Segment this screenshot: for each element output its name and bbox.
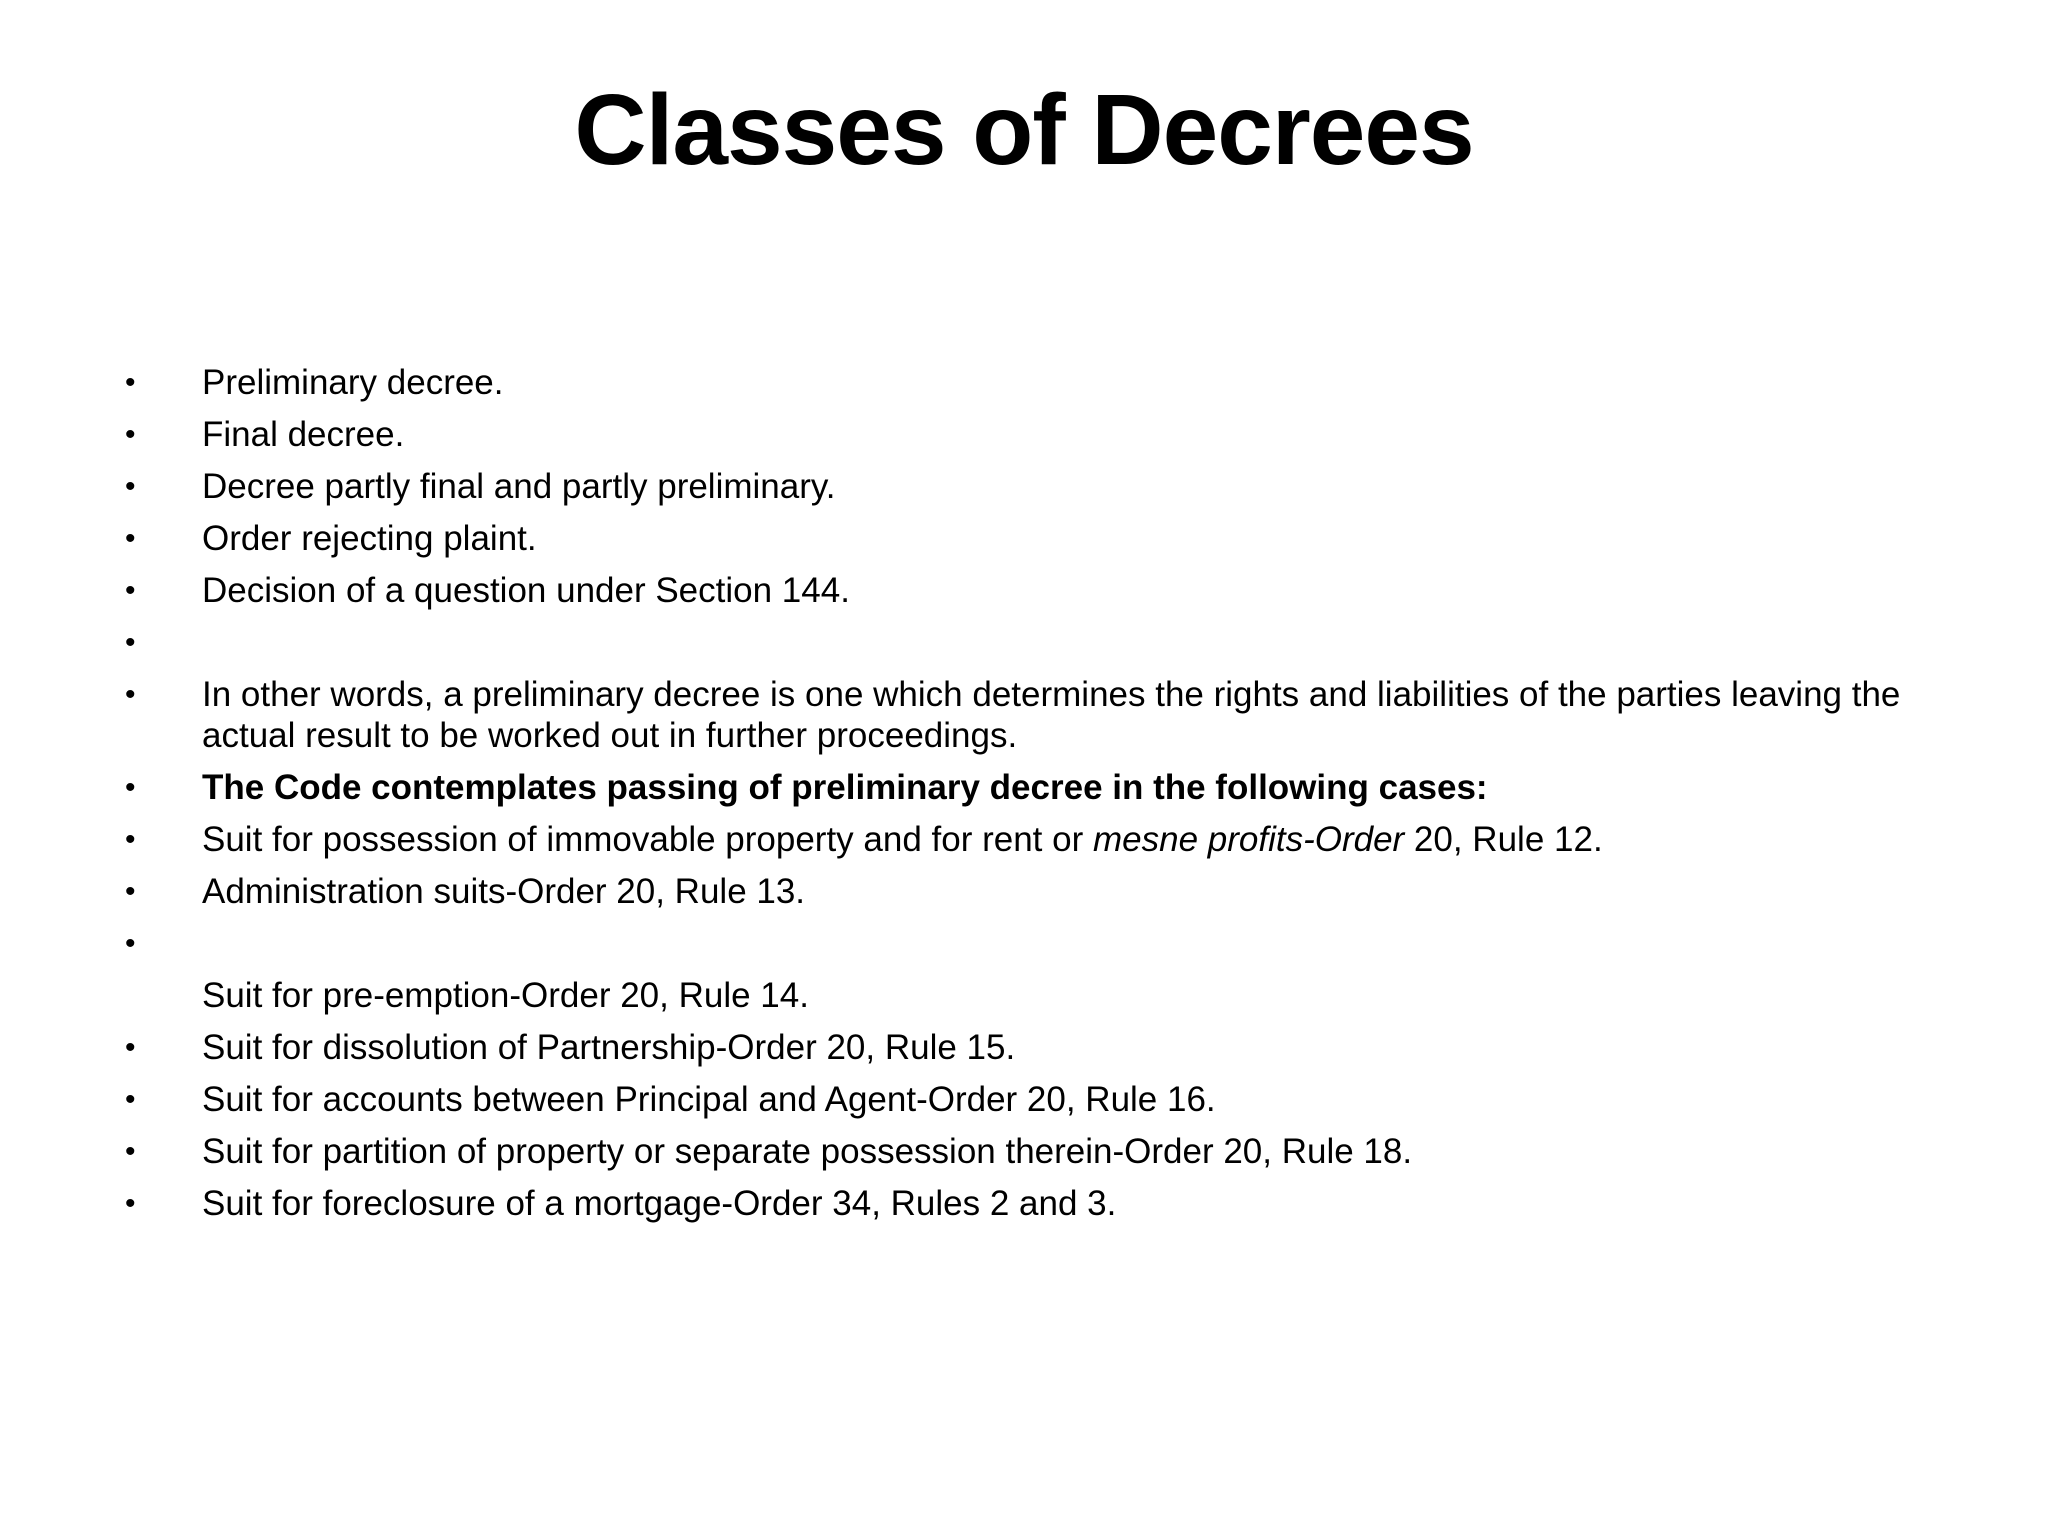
list-item-text: The Code contemplates passing of preliminary decree in the following cases: [202, 768, 1488, 807]
list-item [125, 414, 1985, 455]
bullet-icon: • [125, 522, 136, 555]
bullet-icon: • [125, 366, 136, 399]
bullet-icon: • [125, 1135, 136, 1168]
list-item-text: Order rejecting plaint. [202, 519, 537, 558]
list-item-text: Suit for pre-emption-Order 20, Rule 14. [202, 976, 809, 1015]
bullet-icon: • [125, 574, 136, 607]
bullet-icon: • [125, 823, 136, 856]
list-item [125, 871, 1985, 912]
slide-title: Classes of Decrees [574, 74, 1474, 186]
list-item-text: Decision of a question under Section 144. [202, 571, 850, 610]
bullet-icon: • [125, 470, 136, 503]
list-item [125, 466, 1985, 507]
text-run: Suit for possession of immovable property and for rent or [202, 820, 1093, 859]
list-item [125, 1183, 1985, 1224]
list-item-text: Final decree. [202, 415, 405, 454]
list-item [125, 362, 1985, 403]
text-run: 20, Rule 12. [1404, 820, 1603, 859]
bullet-icon: • [125, 927, 136, 960]
list-item-text: In other words, a preliminary decree is one which determines the rights and liabilities of the parties leaving the actual result to be worked out in further proceedings. [202, 675, 1901, 755]
list-item-text: Suit for accounts between Principal and Agent-Order 20, Rule 16. [202, 1080, 1216, 1119]
bullet-icon: • [125, 1031, 136, 1064]
list-item-text [202, 819, 1985, 860]
bullet-icon: • [125, 626, 136, 659]
bullet-icon: • [125, 875, 136, 908]
list-item-text: Suit for dissolution of Partnership-Order 20, Rule 15. [202, 1028, 1016, 1067]
list-item [125, 767, 1985, 808]
bullet-icon: • [125, 1083, 136, 1116]
list-item [125, 674, 1985, 756]
list-item-text: Suit for partition of property or separate possession therein-Order 20, Rule 18. [202, 1132, 1413, 1171]
list-item [125, 819, 1985, 860]
list-item-text: Decree partly final and partly preliminary. [202, 467, 836, 506]
list-item-text: Administration suits-Order 20, Rule 13. [202, 872, 806, 911]
list-item-text: Preliminary decree. [202, 363, 504, 402]
list-item [125, 570, 1985, 611]
slide-content [125, 362, 1985, 1235]
list-item [125, 1131, 1985, 1172]
list-item-empty [125, 923, 1985, 964]
bullet-icon: • [125, 771, 136, 804]
bullet-icon: • [125, 1187, 136, 1220]
list-item [125, 975, 1985, 1016]
text-run-italic: mesne profits-Order [1092, 820, 1405, 859]
bullet-list [125, 362, 1985, 1224]
list-item-text: Suit for foreclosure of a mortgage-Order 34, Rules 2 and 3. [202, 1184, 1117, 1223]
bullet-icon: • [125, 678, 136, 711]
list-item [125, 1079, 1985, 1120]
list-item-empty [125, 622, 1985, 663]
bullet-icon: • [125, 418, 136, 451]
list-item [125, 518, 1985, 559]
list-item [125, 1027, 1985, 1068]
